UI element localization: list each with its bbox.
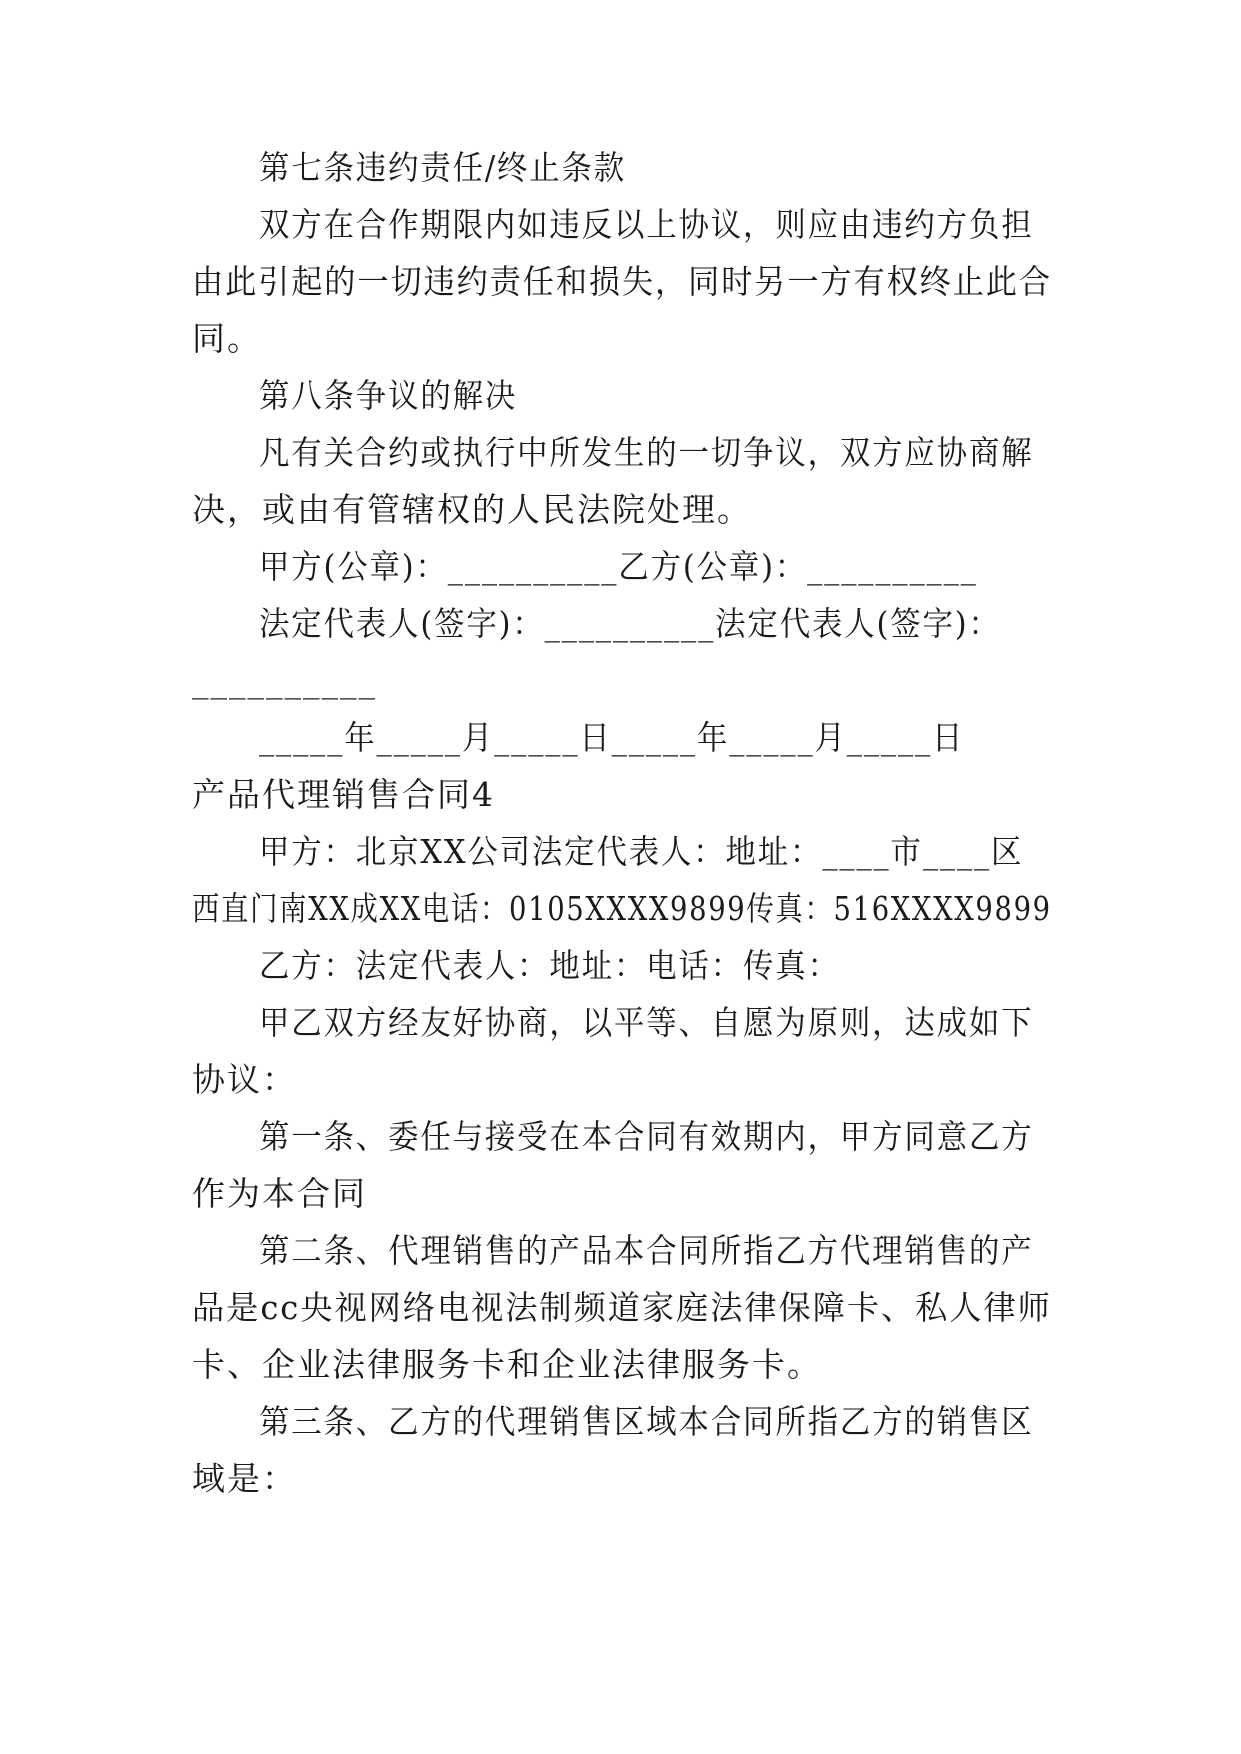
signature-dates: _____年_____月_____日_____年_____月_____日 (259, 718, 965, 757)
paragraph-line: 协议： (192, 1060, 297, 1099)
article-8-heading: 第八条争议的解决 (259, 376, 518, 415)
paragraph-line: 由此引起的一切违约责任和损失，同时另一方有权终止此合 (192, 262, 1052, 301)
article-7-heading: 第七条违约责任/终止条款 (259, 148, 627, 187)
paragraph-line: 品是cc央视网络电视法制频道家庭法律保障卡、私人律师 (192, 1288, 1052, 1327)
paragraph-line: 同。 (192, 319, 262, 358)
party-a-info: 甲方：北京XX公司法定代表人：地址：____市____区 (259, 832, 1024, 871)
party-a-contact: 西直门南XX成XX电话：0105XXXX9899传真：516XXXX9899 (192, 889, 1052, 928)
article-3-line: 第三条、乙方的代理销售区域本合同所指乙方的销售区 (259, 1402, 1034, 1441)
signature-representatives: 法定代表人(签字)：__________法定代表人(签字)： (259, 604, 1001, 643)
paragraph-line: 决，或由有管辖权的人民法院处理。 (192, 490, 752, 529)
paragraph-line: 作为本合同 (192, 1174, 367, 1213)
article-1-line: 第一条、委任与接受在本合同有效期内，甲方同意乙方 (259, 1117, 1034, 1156)
paragraph-line: 凡有关合约或执行中所发生的一切争议，双方应协商解 (259, 433, 1034, 472)
party-b-info: 乙方：法定代表人：地址：电话：传真： (259, 946, 840, 985)
paragraph-line: 双方在合作期限内如违反以上协议，则应由违约方负担 (259, 205, 1034, 244)
signature-party-a-b: 甲方(公章)：__________乙方(公章)：__________ (259, 547, 978, 586)
signature-blank: __________ (192, 661, 377, 700)
paragraph-line: 卡、企业法律服务卡和企业法律服务卡。 (192, 1345, 822, 1384)
article-2-line: 第二条、代理销售的产品本合同所指乙方代理销售的产 (259, 1231, 1034, 1270)
paragraph-line: 域是： (192, 1459, 297, 1498)
paragraph-line: 甲乙双方经友好协商，以平等、自愿为原则，达成如下 (259, 1003, 1034, 1042)
contract-title: 产品代理销售合同4 (192, 775, 495, 814)
